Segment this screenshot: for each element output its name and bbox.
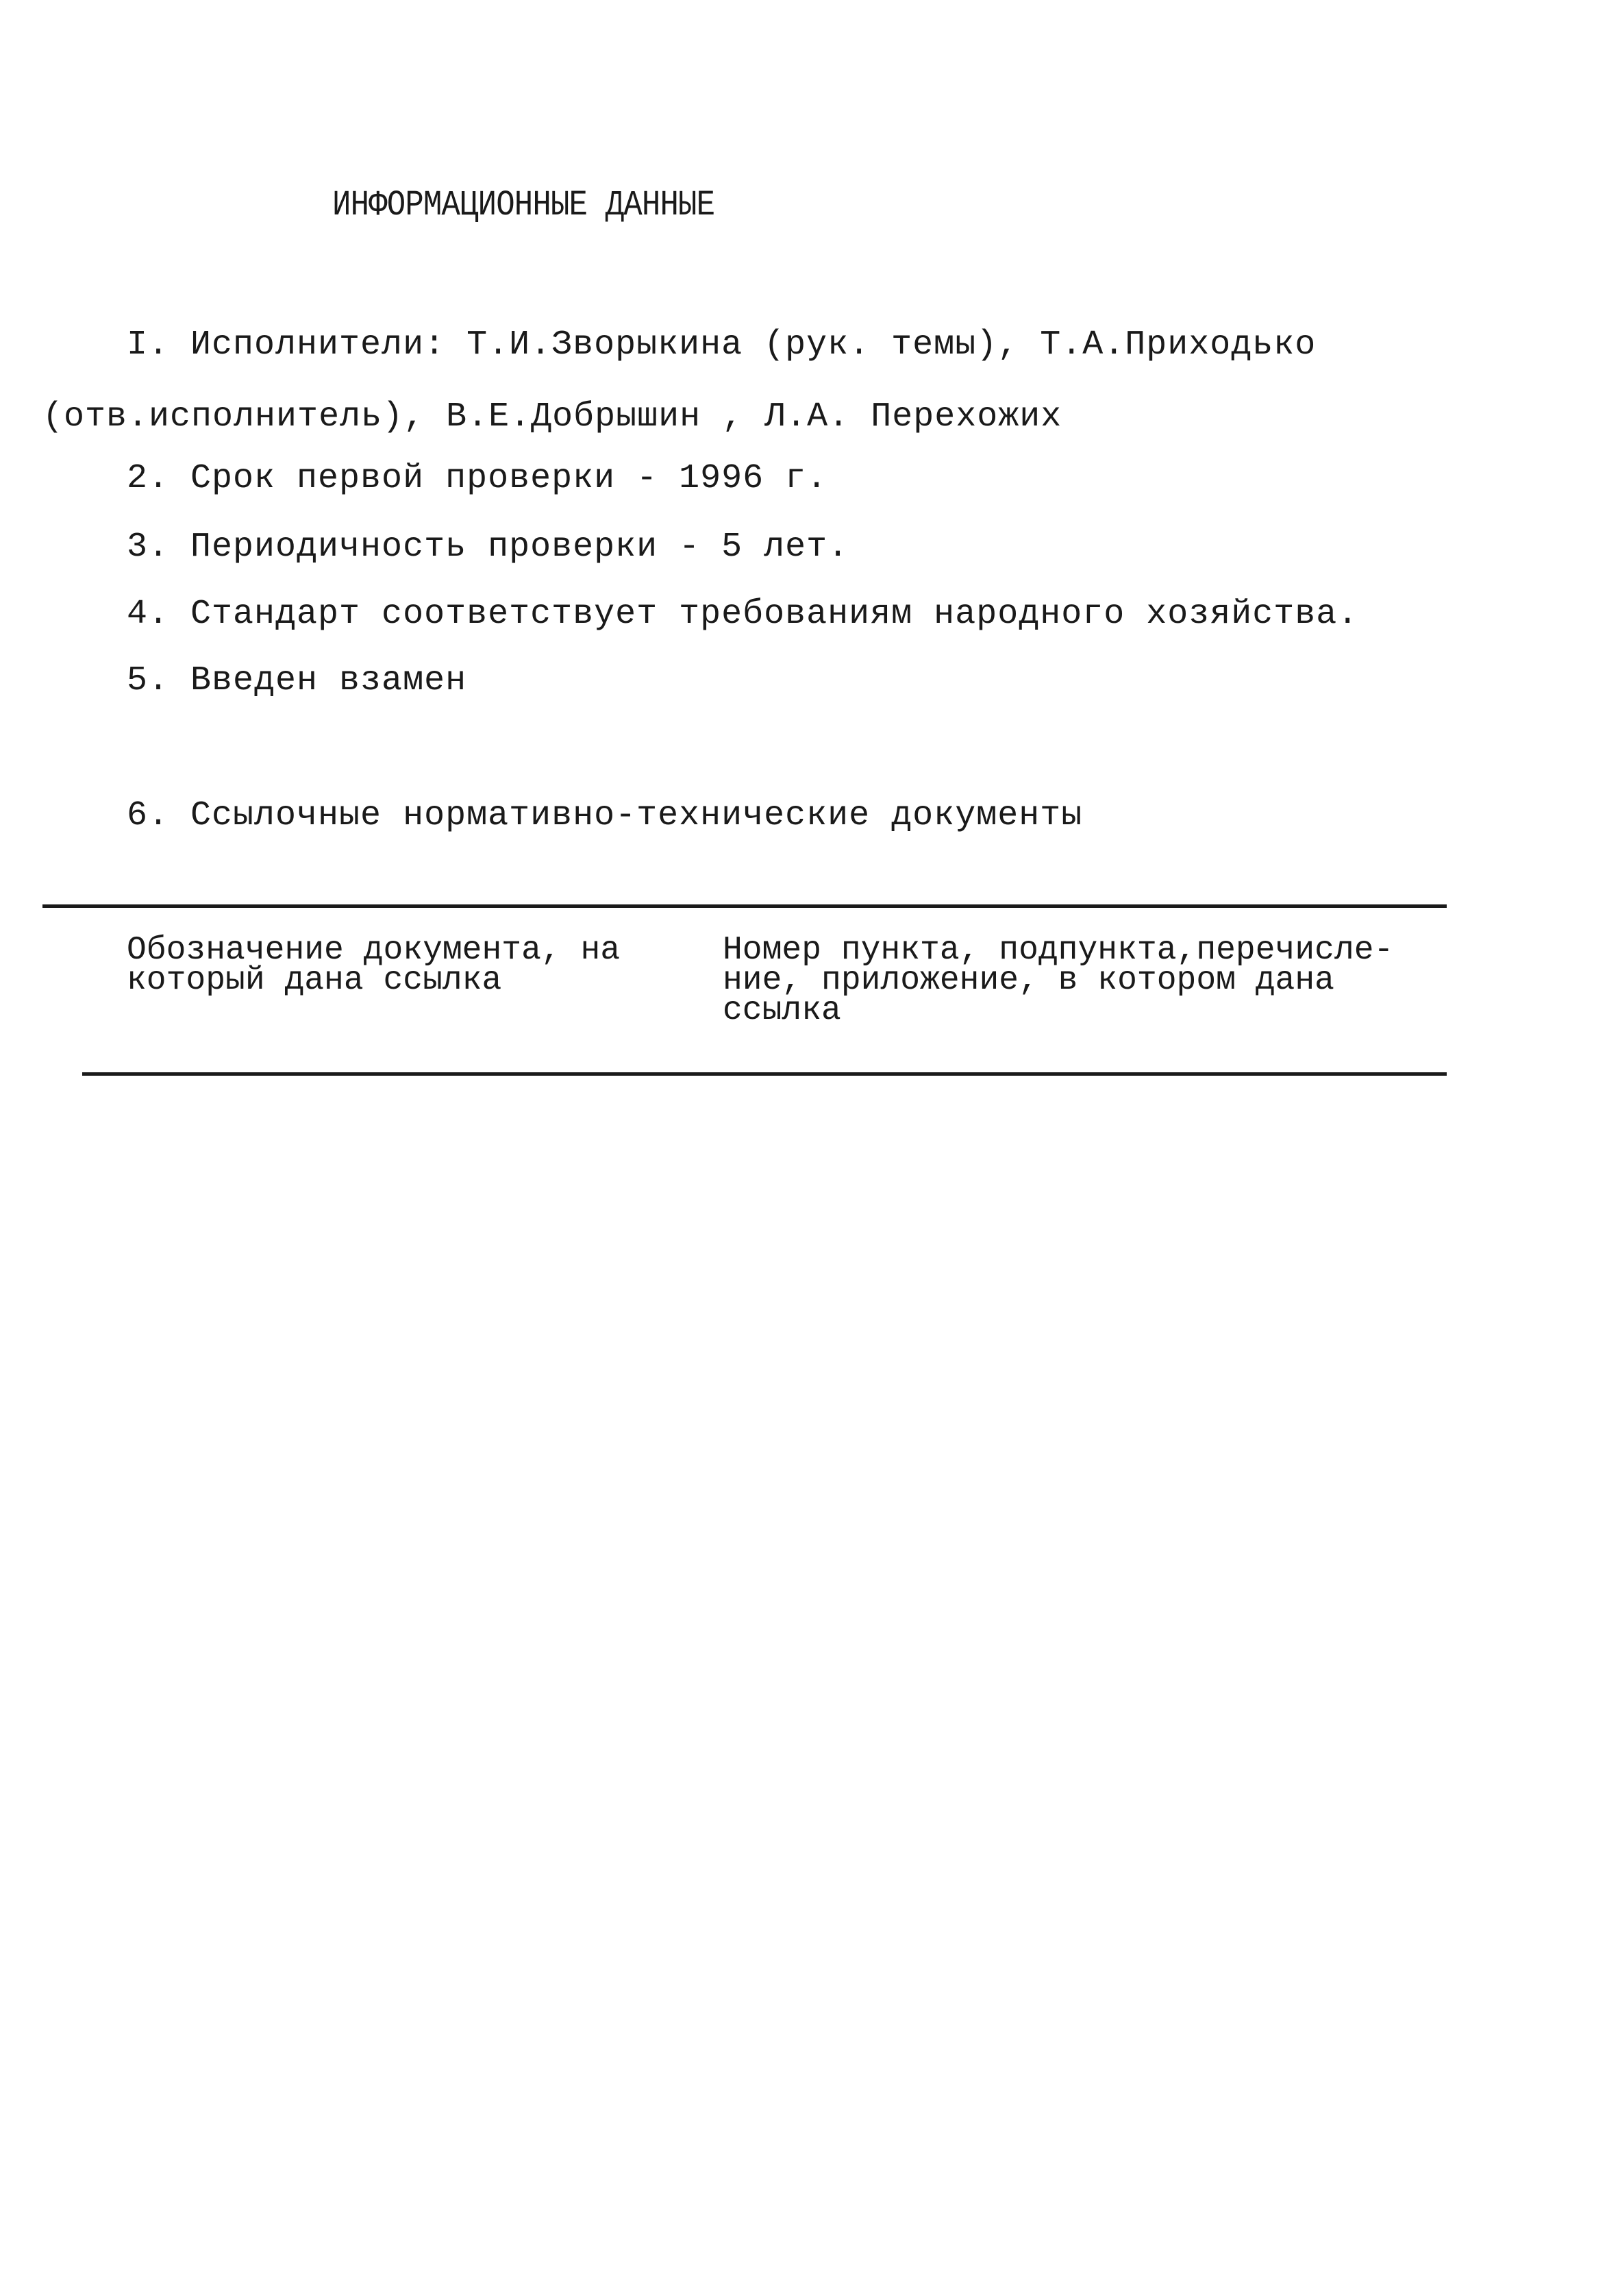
table-header-bottom-rule	[82, 1072, 1447, 1076]
item-5-introduced-instead: 5. Введен взамен	[127, 661, 467, 700]
item-6-reference-documents: 6. Ссылочные нормативно-технические документы	[127, 796, 1083, 835]
item-2-first-check-date: 2. Срок первой проверки - 1996 г.	[127, 459, 828, 498]
item-4-standard-compliance: 4. Стандарт соответствует требованиям народного хозяйства.	[127, 595, 1359, 634]
table-header-document-designation: Обозначение документа, на который дана ссылка	[127, 932, 621, 999]
table-top-rule	[42, 904, 1447, 908]
item-3-check-periodicity: 3. Периодичность проверки - 5 лет.	[127, 528, 849, 567]
page-title: ИНФОРМАЦИОННЫЕ ДАННЫЕ	[332, 185, 715, 225]
item-1-executors-continued: (отв.исполнитель), В.Е.Добрышин , Л.А. Перехожих	[42, 397, 1062, 436]
item-1-executors: I. Исполнители: Т.И.Зворыкина (рук. темы), Т.А.Приходько	[127, 325, 1317, 365]
table-header-clause-number: Номер пункта, подпункта,перечисле- ние, приложение, в котором дана ссылка	[723, 932, 1394, 1029]
